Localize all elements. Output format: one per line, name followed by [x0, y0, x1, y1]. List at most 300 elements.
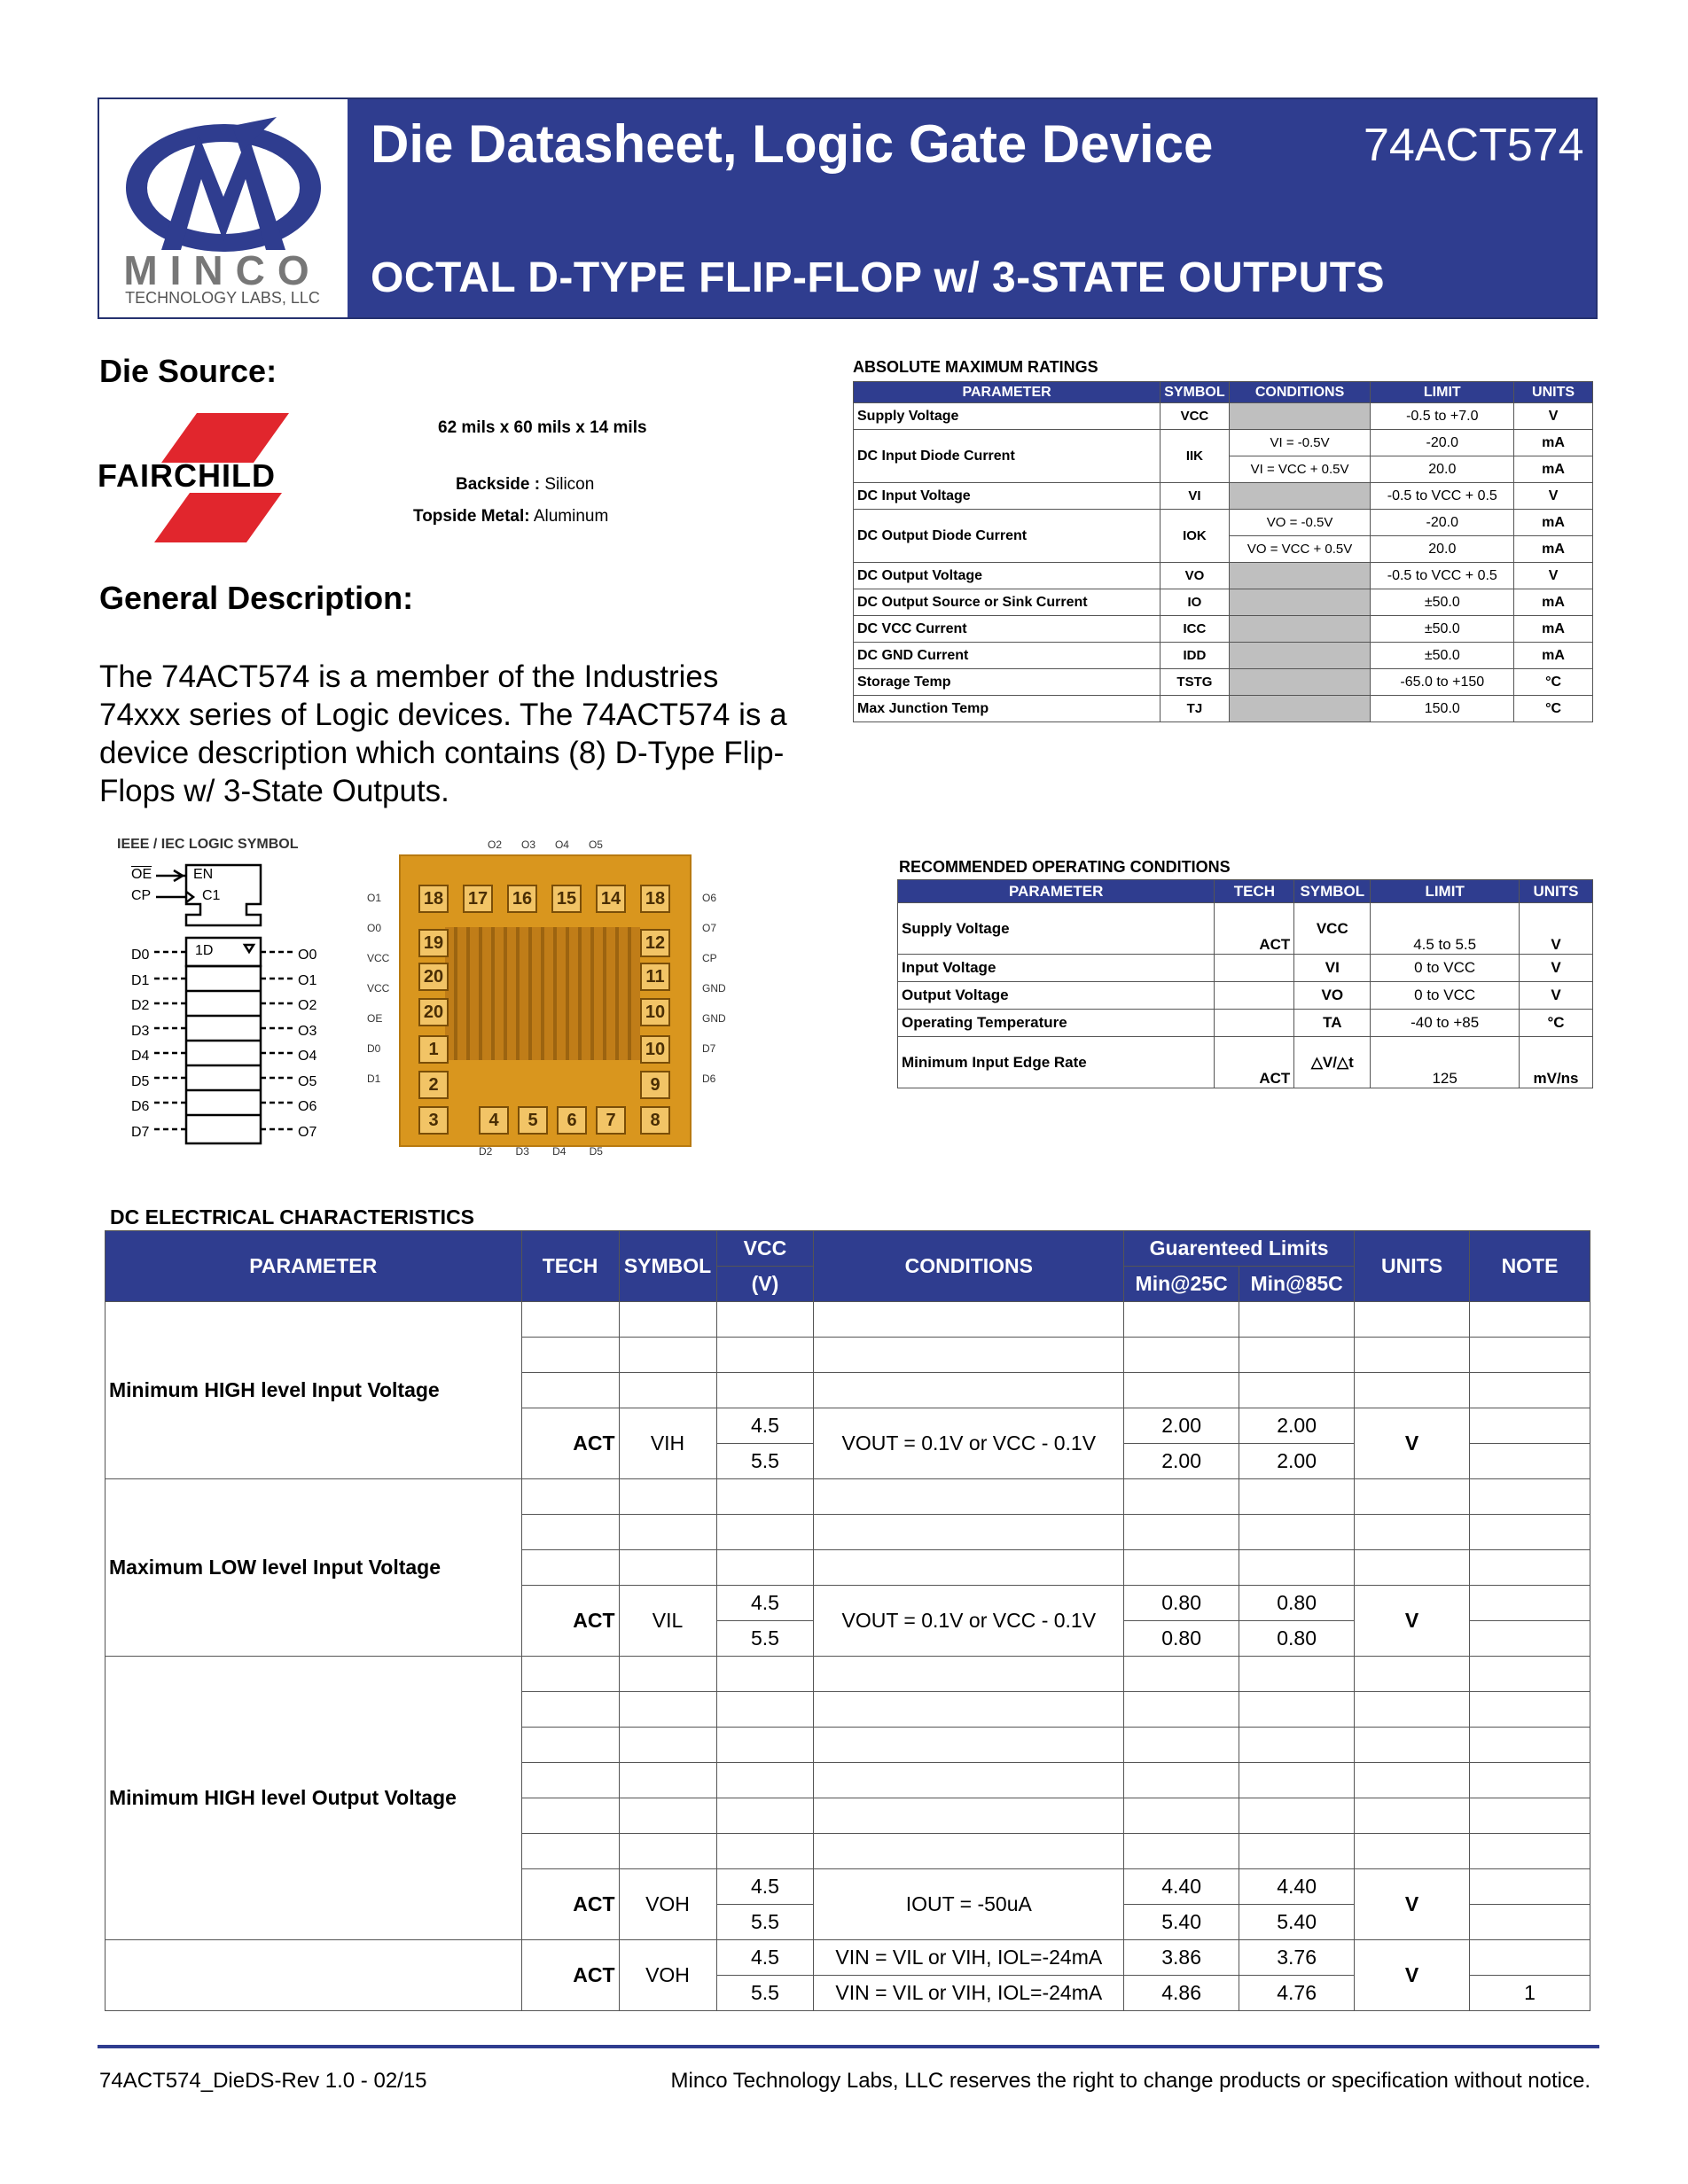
roc-limit: 0 to VCC: [1371, 982, 1520, 1010]
dc-col-header: (V): [716, 1267, 814, 1302]
dc-unit: V: [1355, 1869, 1470, 1940]
dc-col-header: TECH: [521, 1231, 619, 1302]
die-pin-label: GND: [702, 982, 726, 994]
dc-col-header: NOTE: [1470, 1231, 1590, 1302]
amr-unit: mA: [1514, 510, 1593, 536]
amr-condition: [1229, 696, 1371, 722]
amr-limit: ±50.0: [1371, 589, 1514, 616]
amr-condition: [1229, 403, 1371, 430]
amr-col-header: UNITS: [1514, 382, 1593, 403]
input-label: D6: [131, 1099, 150, 1114]
dc-empty-cell: [1355, 1479, 1470, 1515]
die-pad: 3: [418, 1106, 449, 1135]
vendor-logo-text: FAIRCHILD: [98, 457, 276, 494]
die-pad: 11: [640, 963, 670, 991]
dc-empty-cell: [1239, 1550, 1355, 1586]
dc-empty-cell: [1470, 1657, 1590, 1692]
dc-vcc: 5.5: [716, 1976, 814, 2011]
die-pin-label: O2: [488, 838, 503, 851]
dc-empty-cell: [1355, 1515, 1470, 1550]
amr-row: [854, 696, 1593, 722]
roc-caption: RECOMMENDED OPERATING CONDITIONS: [899, 858, 1231, 876]
dc-empty-cell: [716, 1373, 814, 1408]
die-pad: 16: [507, 885, 537, 913]
die-pad: 12: [640, 929, 670, 957]
dc-min25: 5.40: [1124, 1905, 1239, 1940]
dc-min25: 4.86: [1124, 1976, 1239, 2011]
dc-empty-cell: [814, 1834, 1124, 1869]
dc-vcc: 5.5: [716, 1621, 814, 1657]
backside-info: [456, 475, 594, 495]
amr-unit: mA: [1514, 643, 1593, 669]
amr-condition: [1229, 483, 1371, 510]
dc-empty-cell: [814, 1728, 1124, 1763]
die-pin-label: D6: [702, 1072, 716, 1085]
amr-unit: V: [1514, 403, 1593, 430]
die-pin-label: O3: [520, 838, 535, 851]
die-pin-label: CP: [702, 952, 717, 964]
die-pad: 1: [418, 1035, 449, 1064]
roc-header-row: [898, 880, 1593, 903]
roc-tech: ACT: [1215, 903, 1294, 955]
amr-condition: [1229, 589, 1371, 616]
roc-param: Minimum Input Edge Rate: [898, 1037, 1215, 1088]
dc-empty-cell: [1239, 1479, 1355, 1515]
dc-empty-cell: [1470, 1798, 1590, 1834]
dc-empty-cell: [619, 1515, 716, 1550]
roc-symbol: VI: [1294, 955, 1371, 982]
output-label: O0: [298, 948, 317, 963]
roc-param: Input Voltage: [898, 955, 1215, 982]
roc-tech: [1215, 982, 1294, 1010]
dc-empty-cell: [521, 1338, 619, 1373]
dc-empty-cell: [1124, 1763, 1239, 1798]
roc-tech: ACT: [1215, 1037, 1294, 1088]
dc-empty-cell: [1470, 1728, 1590, 1763]
topside-value: Aluminum: [533, 507, 609, 526]
footer-disclaimer: Minco Technology Labs, LLC reserves the right to change products or specification without notice.: [670, 2069, 1590, 2093]
dc-condition: VOUT = 0.1V or VCC - 0.1V: [814, 1408, 1124, 1479]
dc-empty-cell: [1355, 1692, 1470, 1728]
roc-symbol: VCC: [1294, 903, 1371, 955]
die-dimensions: 62 mils x 60 mils x 14 mils: [438, 418, 647, 437]
backside-value: Silicon: [544, 475, 595, 494]
die-pad: 19: [418, 929, 449, 957]
dc-param: Minimum HIGH level Input Voltage: [106, 1302, 522, 1479]
die-pin-label: O0: [367, 922, 382, 934]
dc-empty-cell: [814, 1657, 1124, 1692]
roc-symbol: TA: [1294, 1010, 1371, 1037]
roc-param: Operating Temperature: [898, 1010, 1215, 1037]
cp-label: CP: [131, 888, 152, 903]
die-pin-label: D1: [367, 1072, 381, 1085]
roc-limit: 0 to VCC: [1371, 955, 1520, 982]
dc-note: 1: [1470, 1976, 1590, 2011]
input-labels: [131, 943, 149, 1145]
amr-col-header: CONDITIONS: [1229, 382, 1371, 403]
dc-tech: ACT: [521, 1869, 619, 1940]
amr-unit: V: [1514, 483, 1593, 510]
dc-empty-cell: [619, 1338, 716, 1373]
die-pin-label: D7: [702, 1042, 716, 1055]
amr-symbol: IIK: [1160, 430, 1229, 483]
dc-empty-cell: [814, 1515, 1124, 1550]
dc-empty-cell: [716, 1302, 814, 1338]
dc-col-header: SYMBOL: [619, 1231, 716, 1302]
general-description-text: The 74ACT574 is a member of the Industries 74xxx series of Logic devices. The 74ACT574 is a device description which contains (8) D-Type Flip-Flops w/ 3-State Outputs.: [99, 659, 787, 808]
die-pad: 2: [418, 1071, 449, 1099]
dc-empty-cell: [521, 1692, 619, 1728]
dc-empty-cell: [1239, 1302, 1355, 1338]
logic-symbol-diagram: [131, 860, 326, 1161]
input-label: D0: [131, 948, 150, 963]
die-left-labels: [367, 883, 389, 1094]
amr-limit: -20.0: [1371, 510, 1514, 536]
roc-tech: [1215, 1010, 1294, 1037]
output-label: O1: [298, 972, 317, 988]
amr-unit: mA: [1514, 456, 1593, 483]
dc-empty-cell: [1124, 1550, 1239, 1586]
dc-empty-cell: [1470, 1621, 1590, 1657]
dc-empty-cell: [1470, 1302, 1590, 1338]
roc-unit: °C: [1520, 1010, 1593, 1037]
dc-empty-cell: [521, 1657, 619, 1692]
dc-empty-cell: [521, 1515, 619, 1550]
die-pin-label: VCC: [367, 982, 390, 994]
dc-empty-cell: [1470, 1338, 1590, 1373]
die-pad: 18: [418, 885, 449, 913]
dc-empty-cell: [521, 1302, 619, 1338]
die-pad: 10: [640, 1035, 670, 1064]
fairchild-logo: [98, 411, 360, 549]
output-labels: [298, 943, 316, 1145]
dc-col-header: Min@25C: [1124, 1267, 1239, 1302]
dc-empty-cell: [1470, 1586, 1590, 1621]
roc-col-header: SYMBOL: [1294, 880, 1371, 903]
dc-unit: V: [1355, 1940, 1470, 2011]
amr-row: [854, 643, 1593, 669]
input-label: D3: [131, 1023, 150, 1039]
roc-body: [898, 903, 1593, 1088]
roc-symbol: △V/△t: [1294, 1037, 1371, 1088]
output-label: O2: [298, 998, 317, 1013]
input-label: D7: [131, 1124, 150, 1140]
logo-word: MINCO: [123, 247, 322, 293]
output-label: O6: [298, 1099, 317, 1114]
roc-table: [897, 879, 1593, 1088]
dc-min85: 0.80: [1239, 1621, 1355, 1657]
roc-unit: V: [1520, 903, 1593, 955]
general-description-heading: General Description:: [99, 580, 414, 616]
dc-min25: 3.86: [1124, 1940, 1239, 1976]
dc-vcc: 4.5: [716, 1408, 814, 1444]
roc-limit: 125: [1371, 1037, 1520, 1088]
dc-empty-cell: [521, 1798, 619, 1834]
dc-empty-cell: [1124, 1798, 1239, 1834]
dc-empty-cell: [619, 1550, 716, 1586]
dc-empty-cell: [619, 1479, 716, 1515]
amr-condition: VI = VCC + 0.5V: [1229, 456, 1371, 483]
die-pin-label: D5: [589, 1145, 603, 1158]
amr-limit: -20.0: [1371, 430, 1514, 456]
dc-min85: 2.00: [1239, 1444, 1355, 1479]
die-pin-label: D3: [515, 1145, 529, 1158]
dc-empty-cell: [1470, 1408, 1590, 1444]
die-pin-label: VCC: [367, 952, 390, 964]
logic-symbol-title: IEEE / IEC LOGIC SYMBOL: [117, 837, 299, 852]
logic-symbol-lines: [131, 860, 326, 1161]
amr-symbol: VCC: [1160, 403, 1229, 430]
dc-col-header: Guarenteed Limits: [1124, 1231, 1355, 1267]
die-pad: 6: [557, 1106, 587, 1135]
dc-spacer-row: [106, 1479, 1590, 1515]
roc-row: [898, 1037, 1593, 1088]
dc-vcc: 4.5: [716, 1586, 814, 1621]
dc-empty-cell: [619, 1302, 716, 1338]
die-right-labels: [702, 883, 726, 1094]
dc-col-header: UNITS: [1355, 1231, 1470, 1302]
amr-param: Storage Temp: [854, 669, 1160, 696]
roc-row: [898, 903, 1593, 955]
footer-revision: 74ACT574_DieDS-Rev 1.0 - 02/15: [99, 2069, 427, 2093]
dc-symbol: VIH: [619, 1408, 716, 1479]
input-label: D2: [131, 998, 150, 1013]
dc-empty-cell: [814, 1373, 1124, 1408]
dc-empty-cell: [1470, 1479, 1590, 1515]
dc-empty-cell: [814, 1479, 1124, 1515]
amr-limit: 20.0: [1371, 536, 1514, 563]
dc-empty-cell: [716, 1692, 814, 1728]
amr-unit: mA: [1514, 616, 1593, 643]
output-label: O5: [298, 1073, 317, 1089]
amr-row: [854, 616, 1593, 643]
dc-empty-cell: [521, 1834, 619, 1869]
roc-unit: V: [1520, 982, 1593, 1010]
dc-condition: VOUT = 0.1V or VCC - 0.1V: [814, 1586, 1124, 1657]
dc-param: Maximum LOW level Input Voltage: [106, 1479, 522, 1657]
roc-tech: [1215, 955, 1294, 982]
dc-empty-cell: [1124, 1479, 1239, 1515]
dc-param: Minimum HIGH level Output Voltage: [106, 1657, 522, 1940]
amr-symbol: IDD: [1160, 643, 1229, 669]
roc-row: [898, 955, 1593, 982]
die-top-labels: [488, 838, 603, 851]
backside-label: Backside :: [456, 475, 541, 494]
dc-empty-cell: [716, 1834, 814, 1869]
amr-condition: [1229, 616, 1371, 643]
dc-min25: 2.00: [1124, 1408, 1239, 1444]
amr-row: [854, 403, 1593, 430]
page-subtitle: OCTAL D-TYPE FLIP-FLOP w/ 3-STATE OUTPUTS: [371, 254, 1386, 301]
amr-symbol: IO: [1160, 589, 1229, 616]
dc-min85: 0.80: [1239, 1586, 1355, 1621]
dc-vcc: 5.5: [716, 1444, 814, 1479]
dc-empty-cell: [814, 1763, 1124, 1798]
roc-param: Supply Voltage: [898, 903, 1215, 955]
die-pin-label: D0: [367, 1042, 381, 1055]
dc-empty-cell: [716, 1479, 814, 1515]
dc-empty-cell: [1124, 1834, 1239, 1869]
dc-min25: 4.40: [1124, 1869, 1239, 1905]
roc-symbol: VO: [1294, 982, 1371, 1010]
die-pad: 9: [640, 1071, 670, 1099]
dc-empty-cell: [1239, 1728, 1355, 1763]
amr-col-header: PARAMETER: [854, 382, 1160, 403]
dc-empty-cell: [1239, 1834, 1355, 1869]
amr-unit: °C: [1514, 696, 1593, 722]
page-title: Die Datasheet, Logic Gate Device: [371, 114, 1214, 174]
roc-row: [898, 1010, 1593, 1037]
dc-empty-cell: [1470, 1692, 1590, 1728]
dc-empty-cell: [1239, 1692, 1355, 1728]
c1-label: C1: [202, 888, 221, 903]
die-pin-label: O4: [554, 838, 569, 851]
dc-condition: VIN = VIL or VIH, IOL=-24mA: [814, 1976, 1124, 2011]
dc-empty-cell: [814, 1338, 1124, 1373]
die-bottom-labels: [479, 1145, 603, 1158]
dc-empty-cell: [1124, 1302, 1239, 1338]
amr-unit: mA: [1514, 589, 1593, 616]
roc-unit: V: [1520, 955, 1593, 982]
roc-unit: mV/ns: [1520, 1037, 1593, 1088]
dc-empty-cell: [1470, 1373, 1590, 1408]
die-pin-label: D4: [552, 1145, 567, 1158]
amr-row: [854, 483, 1593, 510]
roc-col-header: UNITS: [1520, 880, 1593, 903]
amr-param: DC GND Current: [854, 643, 1160, 669]
dc-condition: IOUT = -50uA: [814, 1869, 1124, 1940]
amr-param: DC VCC Current: [854, 616, 1160, 643]
dc-empty-cell: [814, 1550, 1124, 1586]
dc-empty-cell: [1470, 1905, 1590, 1940]
output-label: O3: [298, 1023, 317, 1039]
amr-param: DC Output Voltage: [854, 563, 1160, 589]
dc-min25: 0.80: [1124, 1586, 1239, 1621]
dc-min85: 4.76: [1239, 1976, 1355, 2011]
amr-unit: V: [1514, 563, 1593, 589]
die-pad: 20: [418, 998, 449, 1026]
dc-empty-cell: [1124, 1338, 1239, 1373]
dc-empty-cell: [1355, 1657, 1470, 1692]
dc-empty-cell: [1470, 1763, 1590, 1798]
dc-empty-cell: [1355, 1550, 1470, 1586]
amr-limit: -0.5 to VCC + 0.5: [1371, 563, 1514, 589]
dc-tech: ACT: [521, 1408, 619, 1479]
dc-table: [105, 1230, 1590, 2011]
en-label: EN: [193, 867, 214, 882]
roc-col-header: LIMIT: [1371, 880, 1520, 903]
dc-tech: ACT: [521, 1940, 619, 2011]
roc-col-header: TECH: [1215, 880, 1294, 903]
die-pin-label: D2: [479, 1145, 493, 1158]
amr-row: [854, 510, 1593, 536]
die-pin-label: GND: [702, 1012, 726, 1025]
dc-empty-cell: [1239, 1373, 1355, 1408]
dc-empty-cell: [1355, 1302, 1470, 1338]
dc-col-header: Min@85C: [1239, 1267, 1355, 1302]
dc-spacer-row: [106, 1302, 1590, 1338]
dc-empty-cell: [1239, 1763, 1355, 1798]
amr-symbol: ICC: [1160, 616, 1229, 643]
dc-empty-cell: [619, 1692, 716, 1728]
dc-empty-cell: [716, 1763, 814, 1798]
amr-param: Supply Voltage: [854, 403, 1160, 430]
dc-data-row: [106, 1940, 1590, 1976]
dc-spacer-row: [106, 1657, 1590, 1692]
dc-empty-cell: [619, 1728, 716, 1763]
dc-empty-cell: [1124, 1373, 1239, 1408]
1d-label: 1D: [195, 943, 214, 958]
dc-empty-cell: [814, 1798, 1124, 1834]
dc-col-header: PARAMETER: [106, 1231, 522, 1302]
dc-condition: VIN = VIL or VIH, IOL=-24mA: [814, 1940, 1124, 1976]
die-pad: 8: [640, 1106, 670, 1135]
dc-empty-cell: [521, 1479, 619, 1515]
dc-empty-cell: [716, 1657, 814, 1692]
topside-label: Topside Metal:: [413, 507, 530, 526]
dc-empty-cell: [619, 1657, 716, 1692]
roc-row: [898, 982, 1593, 1010]
dc-empty-cell: [1355, 1338, 1470, 1373]
amr-limit: 150.0: [1371, 696, 1514, 722]
dc-empty-cell: [1124, 1515, 1239, 1550]
output-label: O4: [298, 1049, 317, 1064]
dc-empty-cell: [1355, 1763, 1470, 1798]
amr-param: DC Output Diode Current: [854, 510, 1160, 563]
dc-empty-cell: [1239, 1515, 1355, 1550]
amr-condition: VO = -0.5V: [1229, 510, 1371, 536]
oe-label: $\overline{OE}$: [131, 867, 152, 882]
part-number: 74ACT574: [1364, 120, 1584, 171]
dc-empty-cell: [521, 1550, 619, 1586]
amr-unit: mA: [1514, 430, 1593, 456]
die-pin-label: O5: [588, 838, 603, 851]
dc-empty-cell: [1355, 1728, 1470, 1763]
dc-min85: 4.40: [1239, 1869, 1355, 1905]
die-pin-label: O1: [367, 892, 382, 904]
dc-empty-cell: [619, 1798, 716, 1834]
amr-condition: [1229, 643, 1371, 669]
dc-symbol: VOH: [619, 1940, 716, 2011]
die-pads: [401, 856, 690, 1145]
dc-unit: V: [1355, 1586, 1470, 1657]
roc-col-header: PARAMETER: [898, 880, 1215, 903]
dc-empty-cell: [716, 1728, 814, 1763]
dc-empty-cell: [619, 1834, 716, 1869]
dc-symbol: VOH: [619, 1869, 716, 1940]
dc-empty-cell: [1239, 1798, 1355, 1834]
dc-tech: ACT: [521, 1586, 619, 1657]
dc-vcc: 5.5: [716, 1905, 814, 1940]
dc-empty-cell: [1470, 1444, 1590, 1479]
amr-row: [854, 589, 1593, 616]
die-image: [399, 854, 692, 1147]
amr-header-row: [854, 382, 1593, 403]
dc-body: [106, 1302, 1590, 2011]
amr-limit: ±50.0: [1371, 616, 1514, 643]
dc-min25: 2.00: [1124, 1444, 1239, 1479]
dc-empty-cell: [619, 1763, 716, 1798]
roc-limit: 4.5 to 5.5: [1371, 903, 1520, 955]
amr-unit: °C: [1514, 669, 1593, 696]
dc-empty-cell: [1355, 1373, 1470, 1408]
dc-col-header: VCC: [716, 1231, 814, 1267]
dc-empty-cell: [814, 1692, 1124, 1728]
amr-limit: 20.0: [1371, 456, 1514, 483]
dc-empty-cell: [1239, 1338, 1355, 1373]
amr-caption: ABSOLUTE MAXIMUM RATINGS: [853, 358, 1098, 376]
dc-min85: 3.76: [1239, 1940, 1355, 1976]
